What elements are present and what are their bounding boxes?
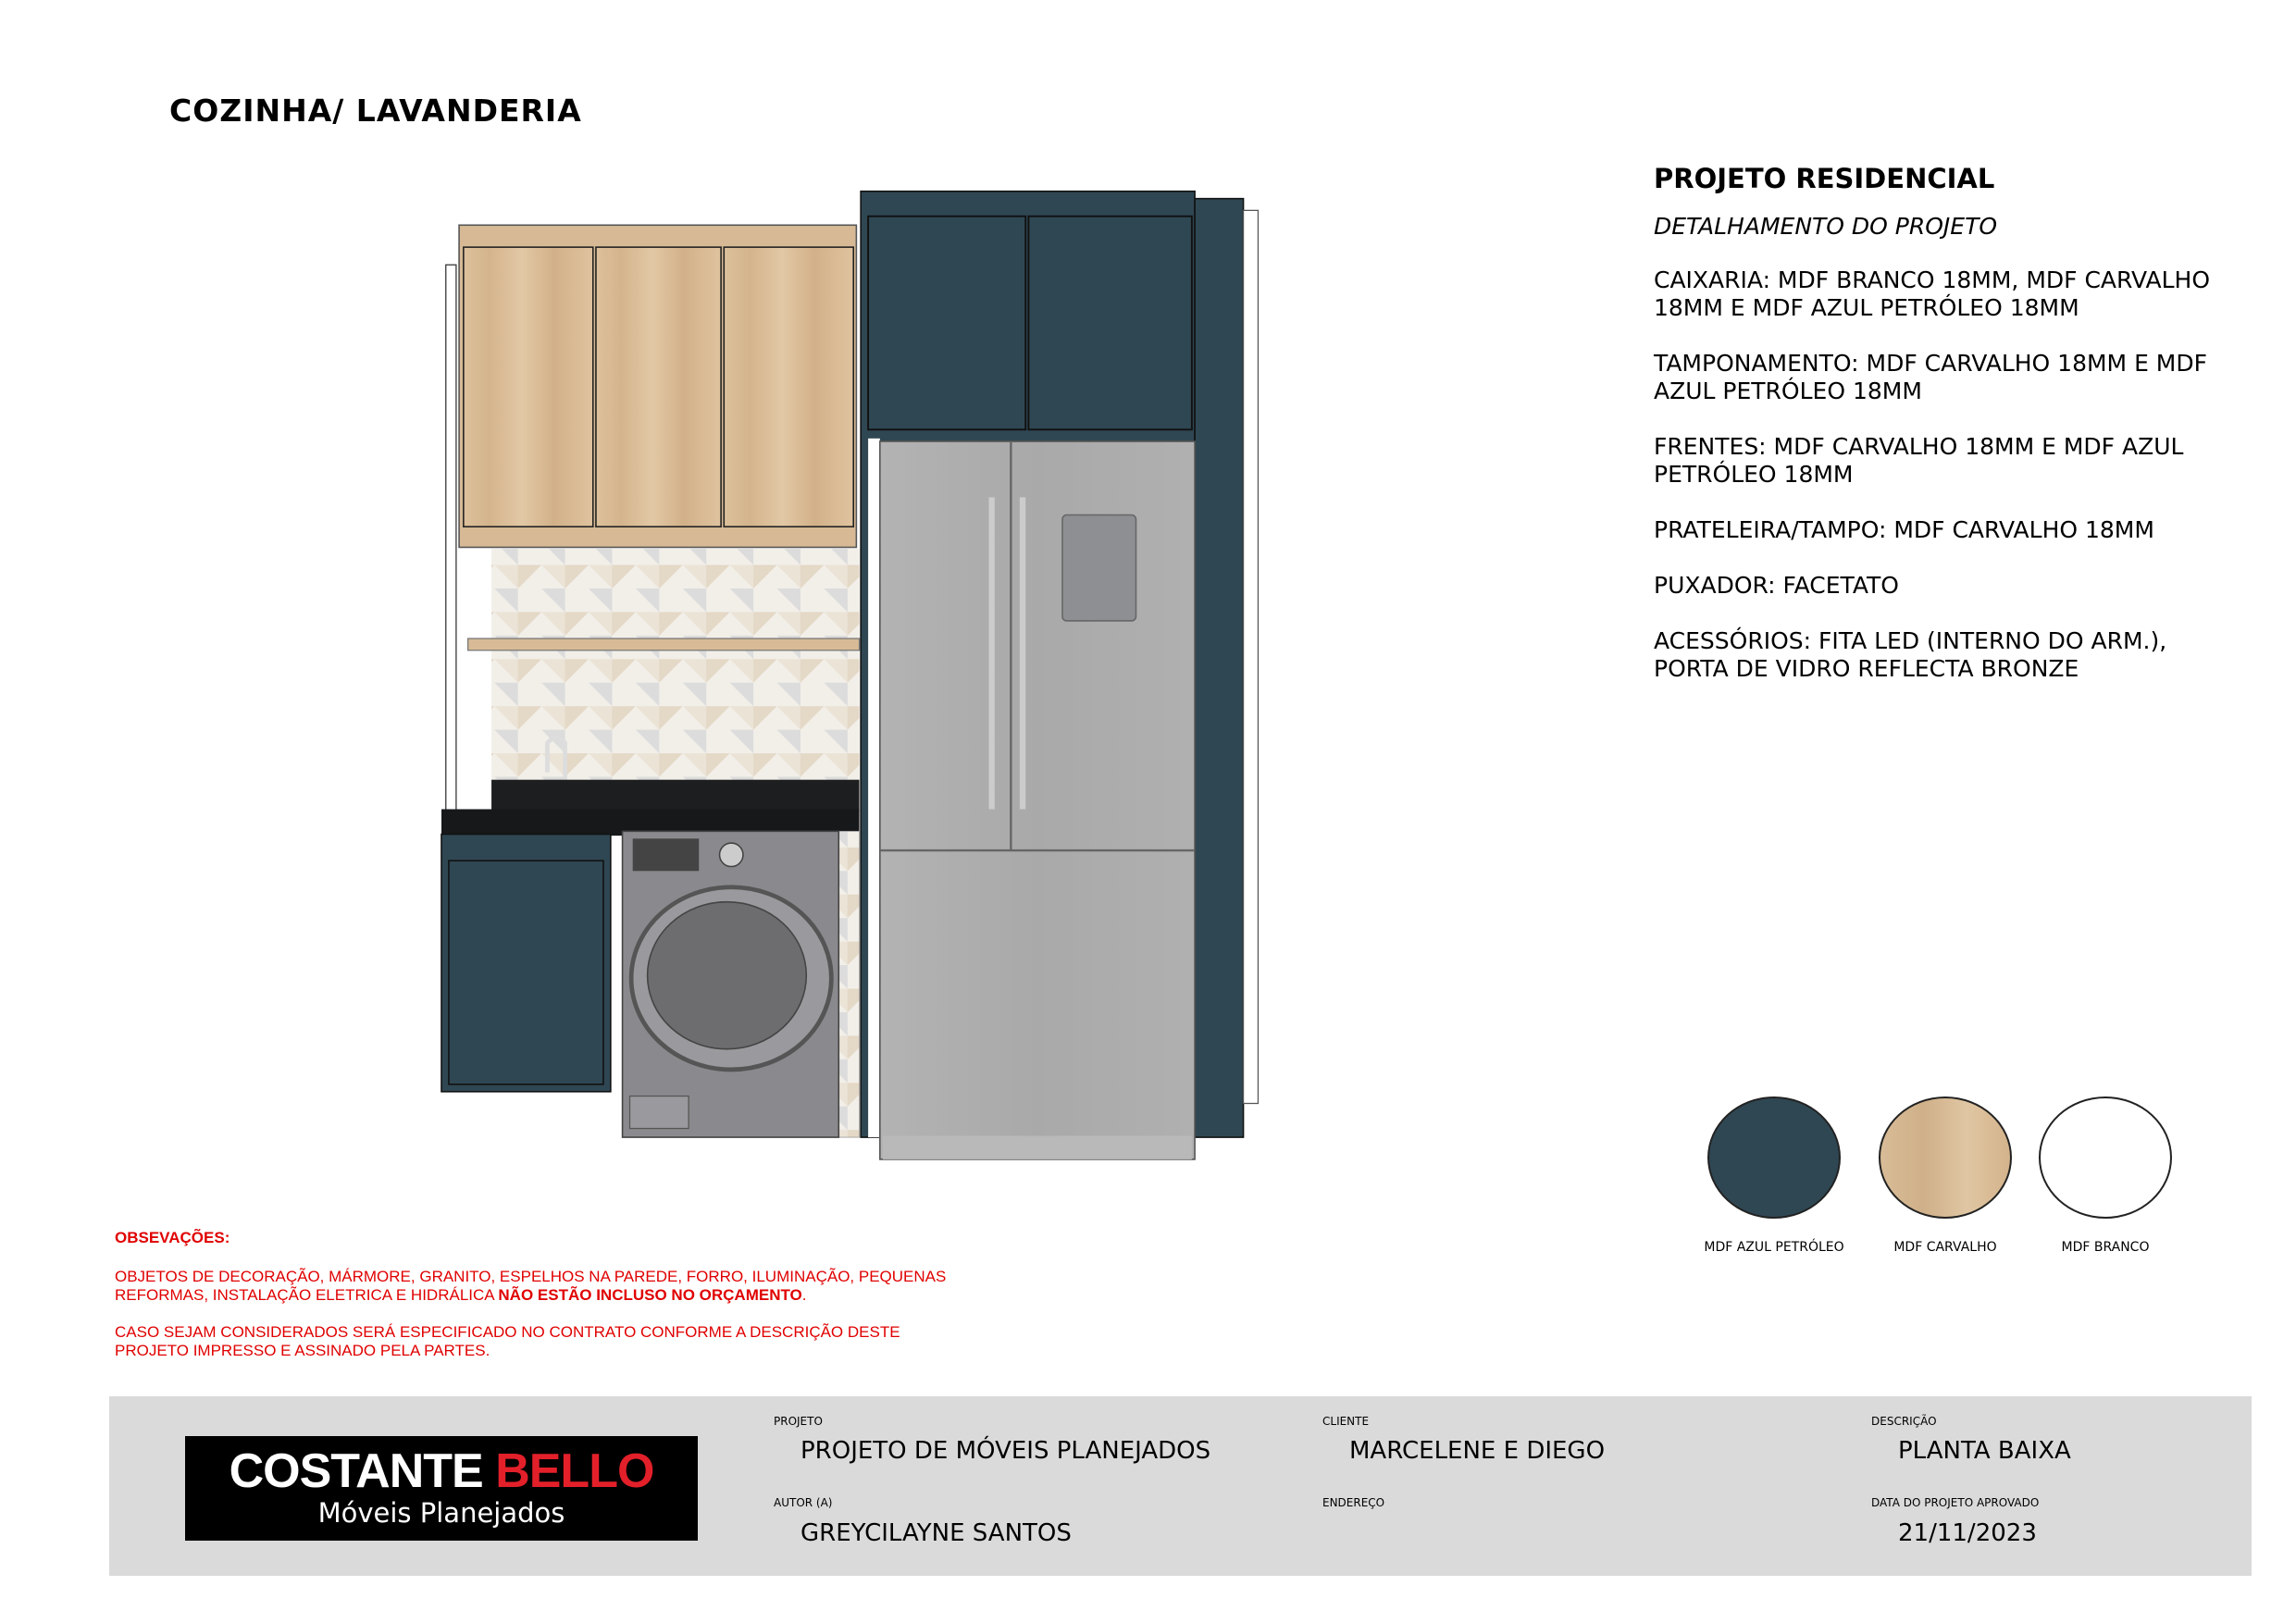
lower-petrol-cabinet xyxy=(441,835,611,1092)
observations-p1: OBJETOS DE DECORAÇÃO, MÁRMORE, GRANITO, ESPELHOS NA PAREDE, FORRO, ILUMINAÇÃO, PEQUENAS REFORMAS, INSTALAÇÃO ELETRICA E HIDRÁLICA xyxy=(115,1268,947,1304)
spec-item: PUXADOR: FACETATO xyxy=(1654,572,1899,599)
projeto-label: PROJETO xyxy=(774,1415,823,1428)
logo-word-2: BELLO xyxy=(495,1444,654,1498)
observations xyxy=(115,1229,1040,1379)
title-block xyxy=(109,1396,2252,1576)
projeto-value: PROJETO DE MÓVEIS PLANEJADOS xyxy=(800,1437,1211,1465)
observations-title: OBSEVAÇÕES: xyxy=(115,1229,230,1246)
washing-machine xyxy=(623,831,839,1137)
spec-subheading: DETALHAMENTO DO PROJETO xyxy=(1654,213,1998,240)
spec-item: CAIXARIA: MDF BRANCO 18MM, MDF CARVALHO 18MM E MDF AZUL PETRÓLEO 18MM xyxy=(1654,266,2211,321)
observations-text-1 xyxy=(115,1268,1040,1305)
descricao-label: DESCRIÇÃO xyxy=(1871,1415,1937,1428)
spec-heading: PROJETO RESIDENCIAL xyxy=(1654,163,1995,194)
swatch-petrol xyxy=(1707,1096,1841,1219)
oak-shelf xyxy=(468,638,860,650)
refrigerator xyxy=(880,441,1195,1159)
spec-item: TAMPONAMENTO: MDF CARVALHO 18MM E MDF AZUL PETRÓLEO 18MM xyxy=(1654,350,2208,404)
cliente-value: MARCELENE E DIEGO xyxy=(1349,1437,1606,1465)
spec-item: PRATELEIRA/TAMPO: MDF CARVALHO 18MM xyxy=(1654,516,2154,543)
cliente-label: CLIENTE xyxy=(1322,1415,1370,1428)
autor-label: AUTOR (A) xyxy=(774,1496,833,1509)
logo-word-1: COSTANTE xyxy=(229,1444,483,1498)
swatch-oak xyxy=(1879,1096,2012,1219)
company-logo xyxy=(185,1436,698,1541)
spec-item: ACESSÓRIOS: FITA LED (INTERNO DO ARM.), PORTA DE VIDRO REFLECTA BRONZE xyxy=(1654,627,2167,682)
upper-oak-cabinet xyxy=(459,225,856,547)
observations-text-2: CASO SEJAM CONSIDERADOS SERÁ ESPECIFICADO NO CONTRATO CONFORME A DESCRIÇÃO DESTE PROJETO IMPRESSO E ASSINADO PELA PARTES. xyxy=(115,1323,900,1359)
logo-tagline: Móveis Planejados xyxy=(317,1497,565,1529)
swatch-label: MDF BRANCO xyxy=(2061,1240,2150,1255)
endereco-label: ENDEREÇO xyxy=(1322,1496,1385,1509)
swatch-label: MDF AZUL PETRÓLEO xyxy=(1704,1240,1844,1255)
project-spec xyxy=(1654,165,2246,711)
swatch-white xyxy=(2039,1096,2172,1219)
data-label: DATA DO PROJETO APROVADO xyxy=(1871,1496,2040,1509)
descricao-value: PLANTA BAIXA xyxy=(1898,1437,2071,1465)
page-title: COZINHA/ LAVANDERIA xyxy=(169,93,582,129)
observations-p1-end: . xyxy=(801,1286,807,1304)
observations-p1-bold: NÃO ESTÃO INCLUSO NO ORÇAMENTO xyxy=(498,1286,802,1304)
spec-item: FRENTES: MDF CARVALHO 18MM E MDF AZUL PETRÓLEO 18MM xyxy=(1654,433,2184,488)
data-value: 21/11/2023 xyxy=(1898,1519,2037,1547)
granite-backsplash xyxy=(491,780,860,812)
autor-value: GREYCILAYNE SANTOS xyxy=(800,1519,1072,1547)
swatch-label: MDF CARVALHO xyxy=(1893,1240,1997,1255)
